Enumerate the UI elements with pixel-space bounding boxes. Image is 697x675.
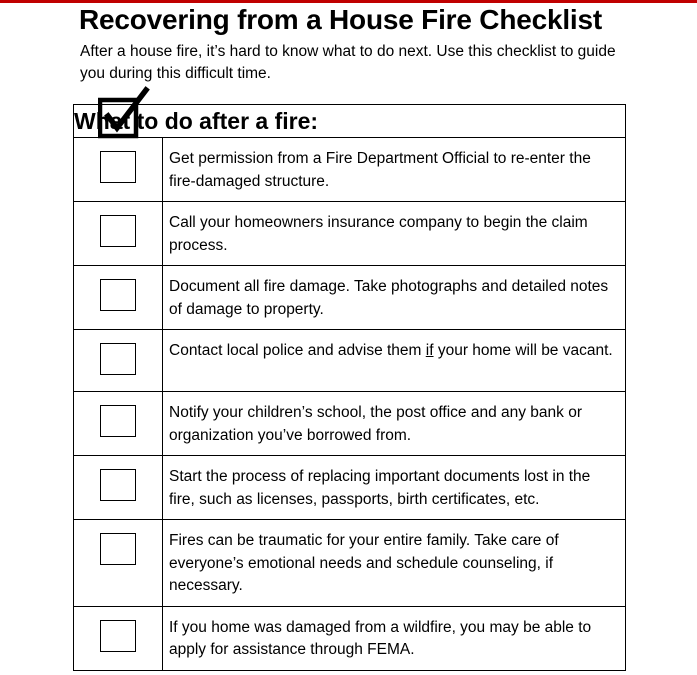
checklist-item-row xyxy=(74,330,626,392)
top-accent-rule xyxy=(0,0,697,3)
checkbox[interactable] xyxy=(100,405,136,437)
checkbox-cell xyxy=(74,456,163,520)
checkbox-cell xyxy=(74,138,163,202)
checklist-item-text: Document all fire damage. Take photographs and detailed notes of damage to property. xyxy=(163,266,626,330)
checklist-item-text: Notify your children’s school, the post office and any bank or organization you’ve borrowed from. xyxy=(163,392,626,456)
checklist-item-text: Get permission from a Fire Department Official to re-enter the fire-damaged structure. xyxy=(163,138,626,202)
checklist-item-row xyxy=(74,392,626,456)
checkbox-cell xyxy=(74,520,163,607)
checkbox[interactable] xyxy=(100,343,136,375)
checkbox[interactable] xyxy=(100,151,136,183)
checkbox[interactable] xyxy=(100,215,136,247)
checkbox-cell xyxy=(74,392,163,456)
checklist-header-cell xyxy=(74,105,626,138)
checkbox[interactable] xyxy=(100,620,136,652)
checklist-table xyxy=(73,104,626,671)
checkbox-cell xyxy=(74,266,163,330)
checkbox-cell xyxy=(74,202,163,266)
checklist-item-row xyxy=(74,606,626,670)
checklist-item-row xyxy=(74,138,626,202)
checklist-item-row xyxy=(74,266,626,330)
checkbox[interactable] xyxy=(100,279,136,311)
checklist-item-row xyxy=(74,520,626,607)
checkbox-cell xyxy=(74,330,163,392)
page-title: Recovering from a House Fire Checklist xyxy=(79,4,603,35)
checkbox[interactable] xyxy=(100,533,136,565)
checklist-item-text: Contact local police and advise them if your home will be vacant. xyxy=(163,330,626,392)
checklist-item-text: Call your homeowners insurance company to begin the claim process. xyxy=(163,202,626,266)
checklist-item-row xyxy=(74,456,626,520)
checklist-item-text: Fires can be traumatic for your entire family. Take care of everyone’s emotional needs and schedule counseling, if necessary. xyxy=(163,520,626,607)
checklist-item-row xyxy=(74,202,626,266)
checklist-header-row xyxy=(74,105,626,138)
checklist-item-text: Start the process of replacing important documents lost in the fire, such as licenses, passports, birth certificates, etc. xyxy=(163,456,626,520)
checklist-item-text: If you home was damaged from a wildfire, you may be able to apply for assistance through FEMA. xyxy=(163,606,626,670)
emphasis-if: if xyxy=(425,342,434,359)
checkbox-cell xyxy=(74,606,163,670)
checklist-heading: What to do after a fire: xyxy=(74,107,319,134)
intro-paragraph: After a house fire, it’s hard to know what to do next. Use this checklist to guide you during this difficult time. xyxy=(80,43,616,82)
checkbox[interactable] xyxy=(100,469,136,501)
checked-box-icon xyxy=(98,86,150,140)
